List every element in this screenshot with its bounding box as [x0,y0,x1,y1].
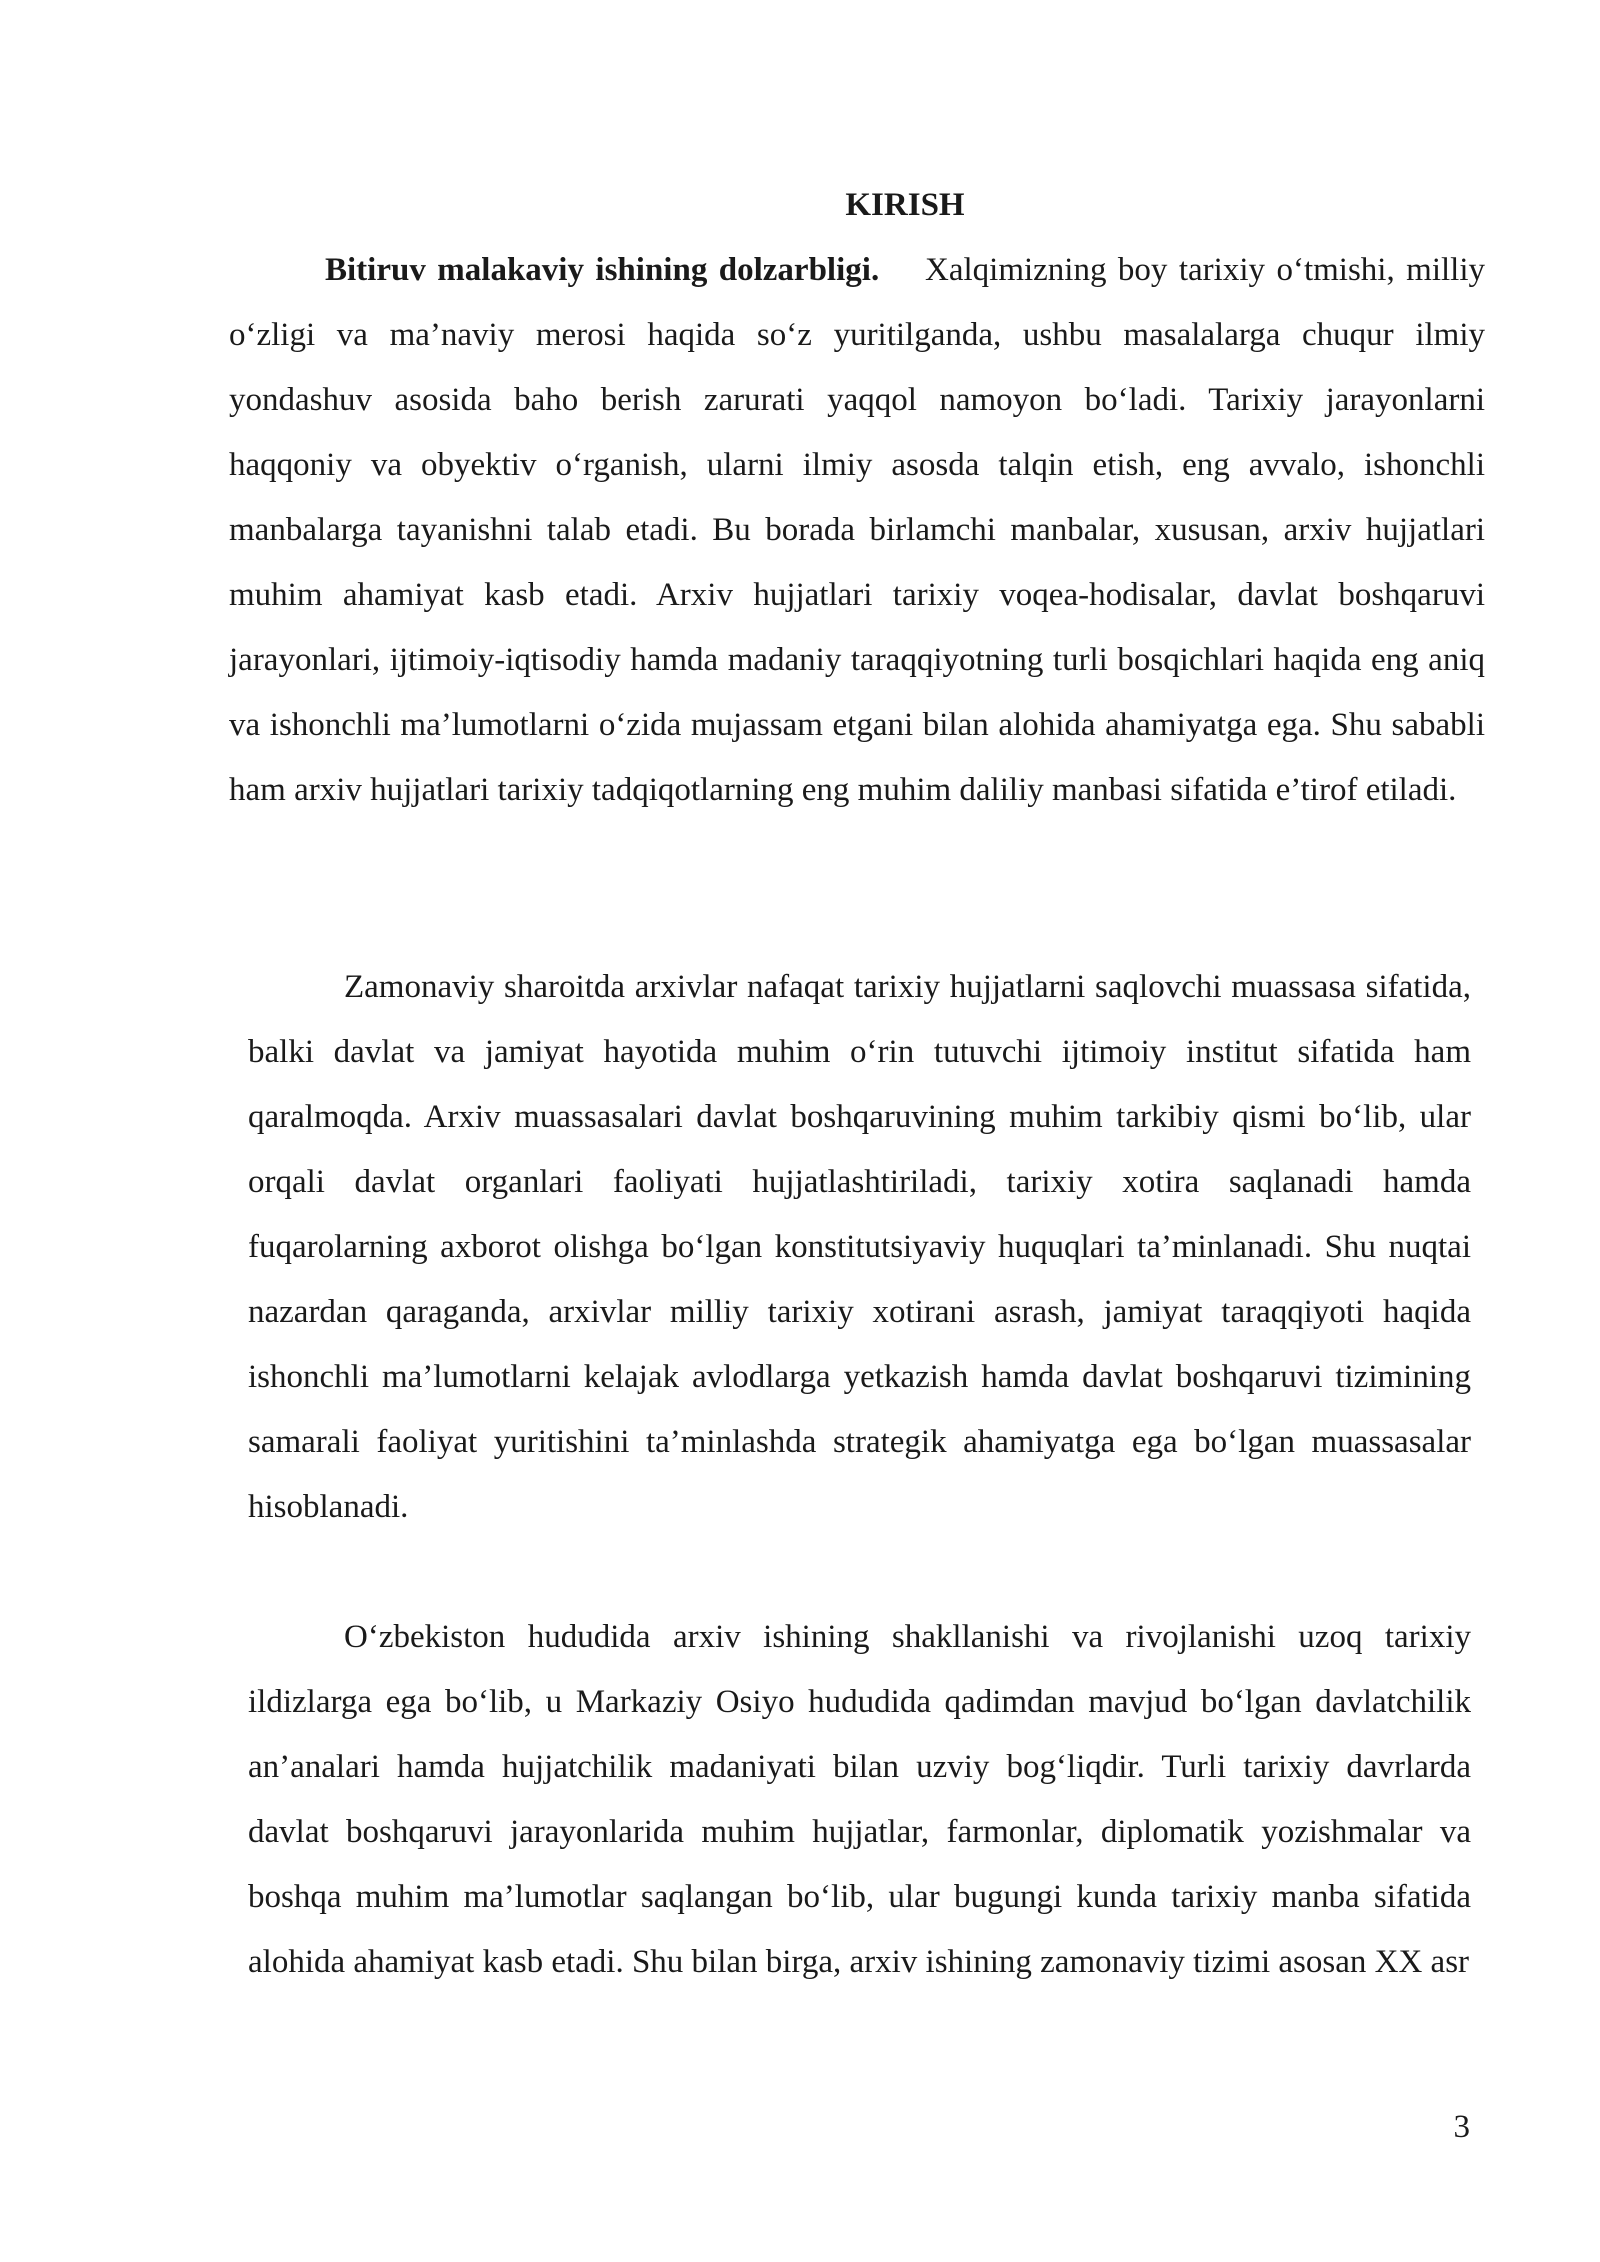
page-title: KIRISH [845,187,965,223]
page-number: 3 [1453,2109,1470,2145]
paragraph-relevance [229,238,1485,823]
paragraph-archives-uzbekistan: O‘zbekiston hududida arxiv ishining shakllanishi va rivojlanishi uzoq tarixiy ildizlarga ega bo‘lib, u Markaziy Osiyo hududida qadimdan mavjud bo‘lgan davlatchilik an’analari hamda hujjatchilik madaniyati bilan uzviy bog‘liqdir. Turli tarixiy davrlarda davlat boshqaruvi jarayonlarida muhim hujjatlar, farmonlar, diplomatik yozishmalar va boshqa muhim ma’lumotlar saqlangan bo‘lib, ular bugungi kunda tarixiy manba sifatida alohida ahamiyat kasb etadi. Shu bilan birga, arxiv ishining zamonaviy tizimi asosan XX asr [248,1619,1471,1980]
section-lead: Bitiruv malakaviy ishining dolzarbligi. [325,252,880,288]
paragraph-text: Xalqimizning boy tarixiy o‘tmishi, milliy o‘zligi va ma’naviy merosi haqida so‘z yuritilganda, ushbu masalalarga chuqur ilmiy yondashuv asosida baho berish zarurati yaqqol namoyon bo‘ladi. Tarixiy jarayonlarni haqqoniy va obyektiv o‘rganish, ularni ilmiy asosda talqin etish, eng avvalo, ishonchli manbalarga tayanishni talab etadi. Bu borada birlamchi manbalar, xususan, arxiv hujjatlari muhim ahamiyat kasb etadi. Arxiv hujjatlari tarixiy voqea-hodisalar, davlat boshqaruvi jarayonlari, ijtimoiy-iqtisodiy hamda madaniy taraqqiyotning turli bosqichlari haqida eng aniq va ishonchli ma’lumotlarni o‘zida mujassam etgani bilan alohida ahamiyatga ega. Shu sababli ham arxiv hujjatlari tarixiy tadqiqotlarning eng muhim daliliy manbasi sifatida e’tirof etiladi. [229,252,1485,808]
paragraph-archives-modern: Zamonaviy sharoitda arxivlar nafaqat tarixiy hujjatlarni saqlovchi muassasa sifatida, balki davlat va jamiyat hayotida muhim o‘rin tutuvchi ijtimoiy institut sifatida ham qaralmoqda. Arxiv muassasalari davlat boshqaruvining muhim tarkibiy qismi bo‘lib, ular orqali davlat organlari faoliyati hujjatlashtiriladi, tarixiy xotira saqlanadi hamda fuqarolarning axborot olishga bo‘lgan konstitutsiyaviy huquqlari ta’minlanadi. Shu nuqtai nazardan qaraganda, arxivlar milliy tarixiy xotirani asrash, jamiyat taraqqiyoti haqida ishonchli ma’lumotlarni kelajak avlodlarga yetkazish hamda davlat boshqaruvi tizimining samarali faoliyat yuritishini ta’minlashda strategik ahamiyatga ega bo‘lgan muassasalar hisoblanadi. [248,969,1471,1525]
